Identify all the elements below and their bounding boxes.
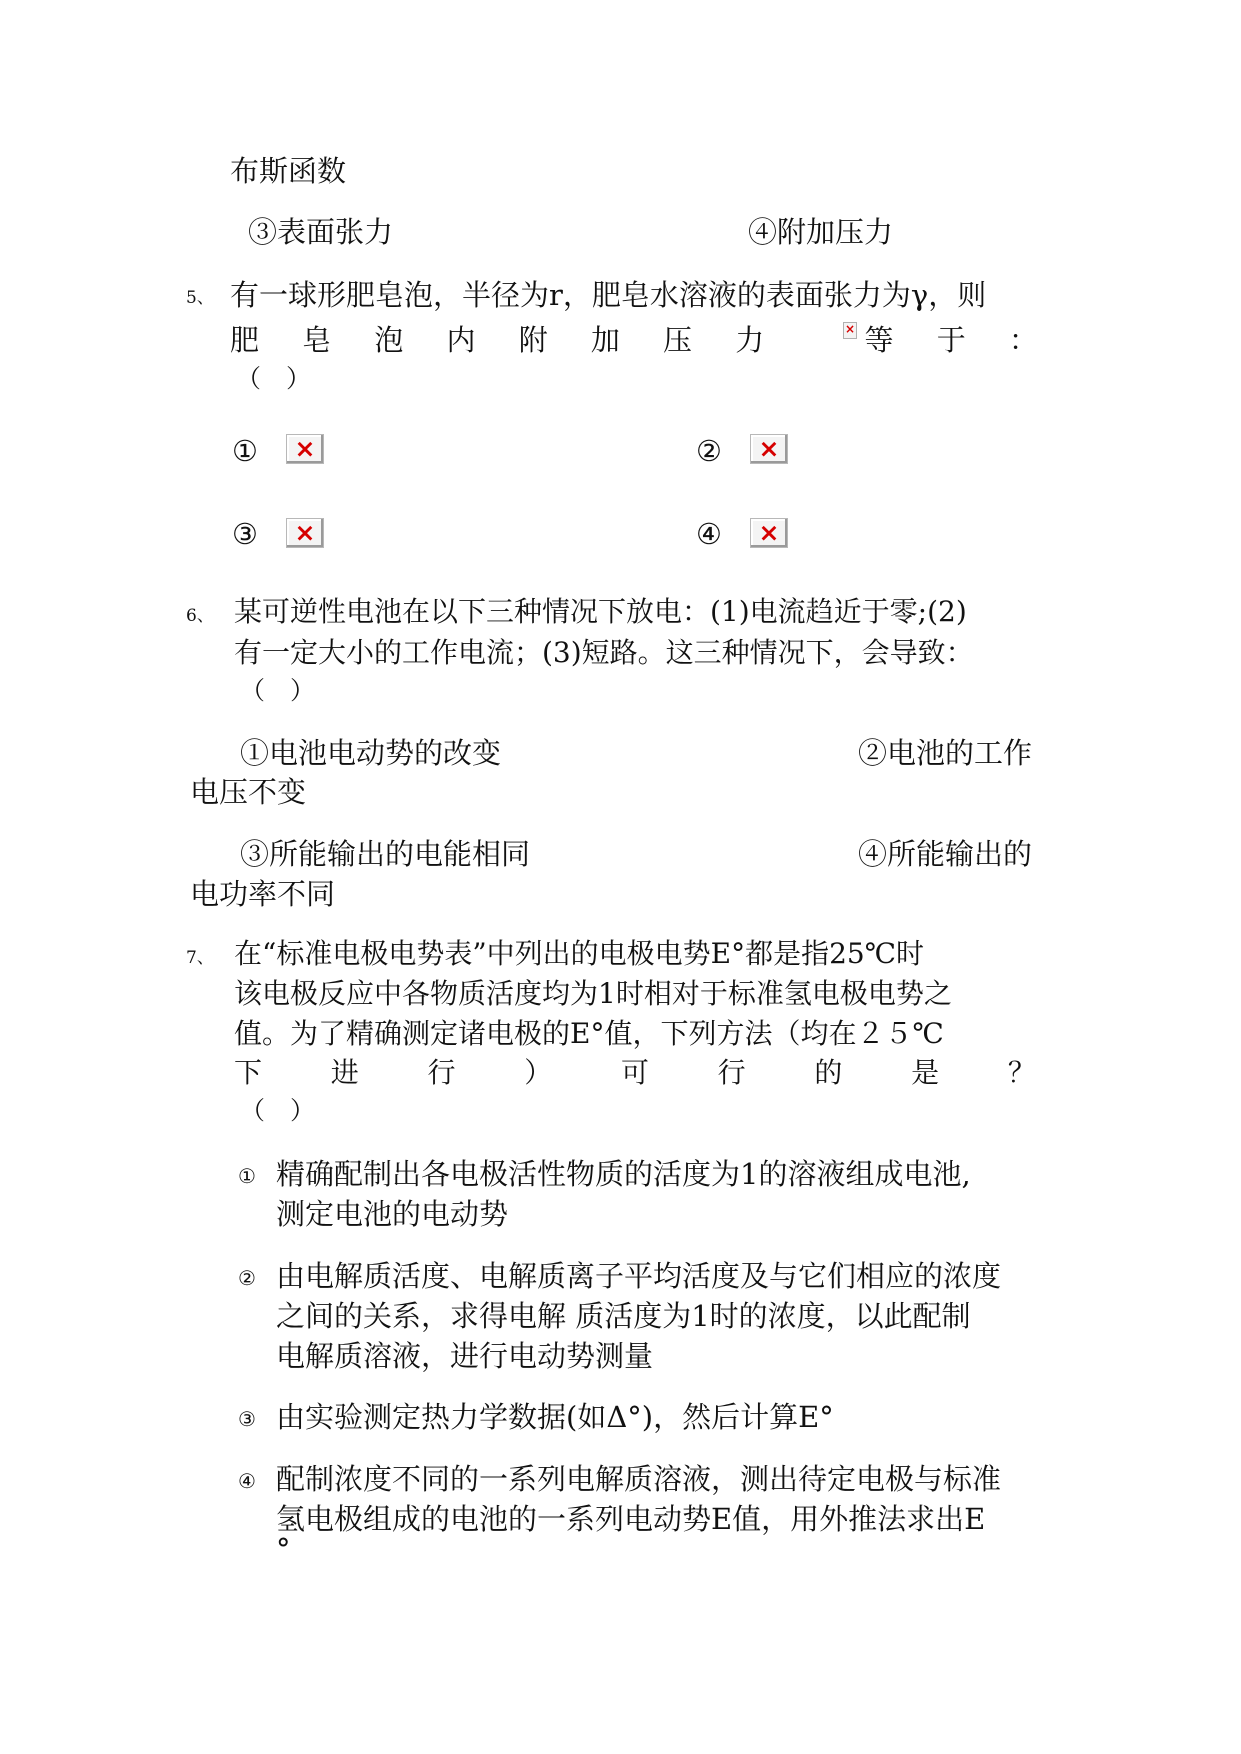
q6-option-2: ②电池的工作 — [858, 736, 1033, 770]
q6-answer-paren: （ ） — [240, 676, 316, 705]
q7-method-4-line-3: ° — [276, 1532, 291, 1566]
q7-method-1-line-2: 测定电池的电动势 — [276, 1197, 509, 1231]
q7-method-4-mark: ④ — [238, 1469, 256, 1493]
q7-method-1-line-1: 精确配制出各电极活性物质的活度为1的溶液组成电池, — [276, 1157, 971, 1191]
formula-image-placeholder — [843, 322, 857, 339]
q5-option-1-mark: ① — [232, 434, 258, 468]
q7-method-2-line-2: 之间的关系，求得电解 质活度为1时的浓度，以此配制 — [276, 1299, 971, 1333]
q5-option-2-mark: ② — [696, 434, 722, 468]
q7-answer-paren: （ ） — [240, 1096, 316, 1125]
q5-option-4-mark: ④ — [696, 517, 722, 551]
q5-option-3-image-placeholder — [286, 518, 324, 548]
q4-text-line: 布斯函数 — [230, 154, 347, 188]
q6-option-2-continued: 电压不变 — [190, 775, 307, 809]
q7-method-2-line-3: 电解质溶液，进行电动势测量 — [276, 1339, 654, 1373]
q6-option-4-continued: 电功率不同 — [190, 877, 336, 911]
q7-text-line-3: 值。为了精确测定诸电极的E°值，下列方法（均在２５℃ — [234, 1017, 944, 1050]
q5-number: 5、 — [186, 288, 214, 308]
q7-method-4-line-2: 氢电极组成的电池的一系列电动势E值，用外推法求出E — [276, 1502, 986, 1536]
q5-option-2-image-placeholder — [750, 434, 788, 464]
q7-method-1-mark: ① — [238, 1164, 256, 1188]
q6-number: 6、 — [186, 606, 214, 626]
q7-number: 7、 — [186, 948, 214, 968]
q7-text-line-4: 下 进 行 ） 可 行 的 是 ？ — [234, 1056, 1036, 1089]
q5-option-1-image-placeholder — [286, 434, 324, 464]
q6-option-4: ④所能输出的 — [858, 837, 1033, 871]
q4-option-4: ④附加压力 — [748, 215, 894, 249]
q6-text-line-2: 有一定大小的工作电流；(3)短路。这三种情况下，会导致： — [234, 636, 974, 669]
q6-text-line-1: 某可逆性电池在以下三种情况下放电：(1)电流趋近于零;(2) — [234, 595, 967, 628]
q6-option-1: ①电池电动势的改变 — [240, 736, 502, 770]
q7-text-line-1: 在“标准电极电势表”中列出的电极电势E°都是指25℃时 — [234, 937, 925, 970]
q5-option-3-mark: ③ — [232, 517, 258, 551]
q7-method-3-line-1: 由实验测定热力学数据(如Δ°)，然后计算E° — [276, 1400, 834, 1434]
q7-method-2-mark: ② — [238, 1266, 256, 1290]
q7-text-line-2: 该电极反应中各物质活度均为1时相对于标准氢电极电势之 — [234, 977, 952, 1010]
q6-option-3: ③所能输出的电能相同 — [240, 837, 531, 871]
q5-option-4-image-placeholder — [750, 518, 788, 548]
q7-method-2-line-1: 由电解质活度、电解质离子平均活度及与它们相应的浓度 — [276, 1259, 1002, 1293]
q7-method-3-mark: ③ — [238, 1407, 256, 1431]
q5-answer-paren: （ ） — [236, 364, 312, 393]
q5-text-line-1: 有一球形肥皂泡，半径为r，肥皂水溶液的表面张力为γ，则 — [230, 278, 987, 312]
q4-option-3: ③表面张力 — [248, 215, 394, 249]
q7-method-4-line-1: 配制浓度不同的一系列电解质溶液，测出待定电极与标准 — [276, 1462, 1002, 1496]
q5-text-line-2: 肥 皂 泡 内 附 加 压 力 等 于 ： — [230, 323, 1038, 357]
